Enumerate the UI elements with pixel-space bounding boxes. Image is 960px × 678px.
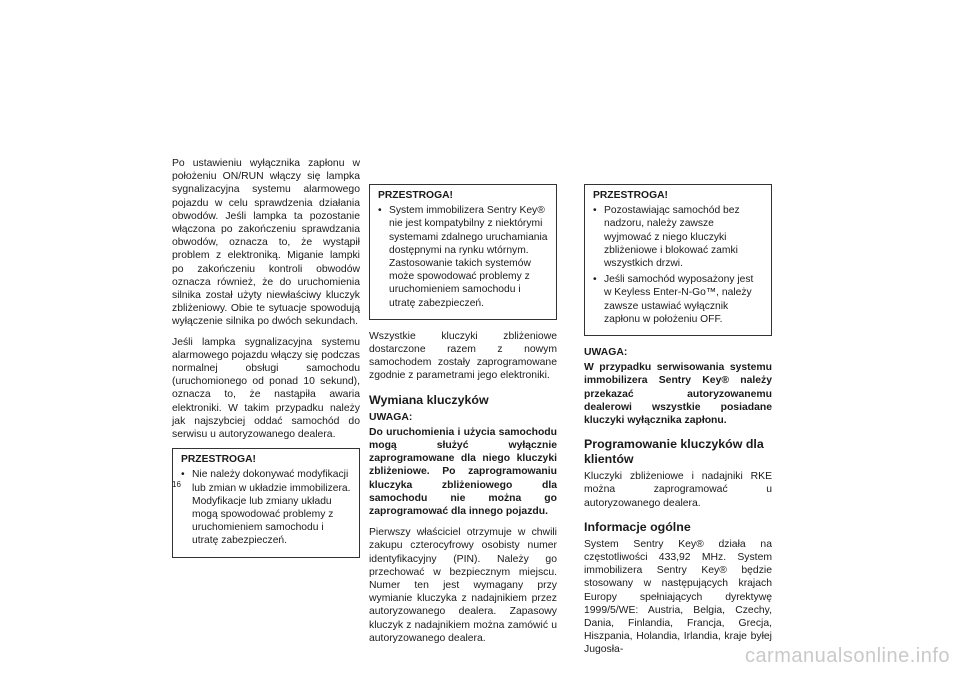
warning-item: • Nie należy dokonywać modyfikacji lub zmian w układzie immobilizera. Modyfikacje lub zmiany układu mogą spowodować problemy z uruchomieniem samochodu i utratę zabezpieczeń. (181, 468, 351, 547)
warning-title: PRZESTROGA! (181, 454, 256, 466)
paragraph: Pierwszy właściciel otrzymuje w chwili zakupu czterocyfrowy osobisty numer identyfikacyjny (PIN). Należy go przechować w bezpiecznym miejscu. Numer ten jest wymagany przy wymianie kluczyka z nadajnikiem przez autoryzowanego dealera. Zapasowy kluczyk z nadajnikiem można zamówić u autoryzowanego dealera. (369, 527, 557, 644)
warning-item: • Pozostawiając samochód bez nadzoru, należy zawsze wyjmować z niego kluczyki zbliżeniowe i blokować zamki wszystkich drzwi. (593, 204, 763, 270)
warning-box (369, 184, 557, 320)
warning-box (172, 448, 360, 557)
warning-title: PRZESTROGA! (378, 190, 453, 201)
page-number: 16 (172, 480, 181, 489)
section-heading: Programowanie kluczyków dla klientów (584, 437, 764, 467)
note-label: UWAGA: (369, 411, 413, 423)
column-3 (584, 157, 772, 664)
note-text: Do uruchomienia i użycia samochodu mogą służyć wyłącznie zaprogramowane dla niego kluczyki zbliżeniowe. Po zaprogramowaniu kluczyka zbliżeniowego dla samochodu nie można go zaprogramować dla innego pojazdu. (369, 426, 557, 518)
warning-list (593, 204, 763, 326)
paragraph: Kluczyki zbliżeniowe i nadajniki RKE można zaprogramować u autoryzowanego dealera. (584, 471, 772, 509)
paragraph: Wszystkie kluczyki zbliżeniowe dostarczone razem z nowym samochodem zostały zaprogramowane zgodnie z parametrami jego elektroniki. (369, 330, 557, 382)
column-1 (172, 157, 360, 568)
warning-box (584, 184, 772, 336)
footer-watermark: carmanualsonline.info (744, 645, 950, 667)
warning-item: • Jeśli samochód wyposażony jest w Keyless Enter-N-Go™, należy zawsze ustawiać wyłącznik zapłonu w położeniu OFF. (593, 273, 763, 326)
warning-title: PRZESTROGA! (593, 190, 668, 201)
warning-list (181, 468, 351, 547)
paragraph: Jeśli lampka sygnalizacyjna systemu alarmowego pojazdu włączy się podczas normalnej obsługi samochodu (uruchomionego od ponad 10 sekund), oznacza to, że nastąpiła awaria elektroniki. W takim przypadku należy jak najszybciej oddać samochód do serwisu u autoryzowanego dealera. (172, 336, 360, 441)
column-2 (369, 157, 557, 652)
note-text: W przypadku serwisowania systemu immobilizera Sentry Key® należy przekazać autoryzowanemu dealerowi wszystkie posiadane kluczyki wyłącznika zapłonu. (584, 362, 772, 427)
paragraph: System Sentry Key® działa na częstotliwości 433,92 MHz. System immobilizera Sentry Key® będzie stosowany w następujących krajach Europy spełniających dyrektywę 1999/5/WE: Austria, Belgia, Czechy, Dania, Finlandia, Francja, Grecja, Hiszpania, Holandia, Irlandia, kraje byłej Jugosła- (584, 538, 772, 656)
note-label: UWAGA: (584, 347, 628, 359)
warning-item: • System immobilizera Sentry Key® nie jest kompatybilny z niektórymi systemami zdalnego uruchamiania dostępnymi na rynku wtórnym. Zastosowanie takich systemów może spowodować problemy z uruchomieniem samochodu i utratę zabezpieczeń. (378, 204, 548, 310)
paragraph: Po ustawieniu wyłącznika zapłonu w położeniu ON/RUN włączy się lampka sygnalizacyjna systemu alarmowego pojazdu w celu sprawdzenia działania obwodów. Jeśli lampka ta pozostanie włączona po zakończeniu sprawdzania obwodów, oznacza to, że wystąpił problem z elektroniką. Miganie lampki po zakończeniu kontroli obwodów oznacza również, że do uruchomienia silnika został użyty niewłaściwy kluczyk zbliżeniowy. Obie te sytuacje spowodują wyłączenie silnika po dwóch sekundach. (172, 158, 360, 328)
section-heading: Wymiana kluczyków (369, 392, 489, 407)
warning-list (378, 204, 548, 310)
section-heading: Informacje ogólne (584, 519, 691, 534)
